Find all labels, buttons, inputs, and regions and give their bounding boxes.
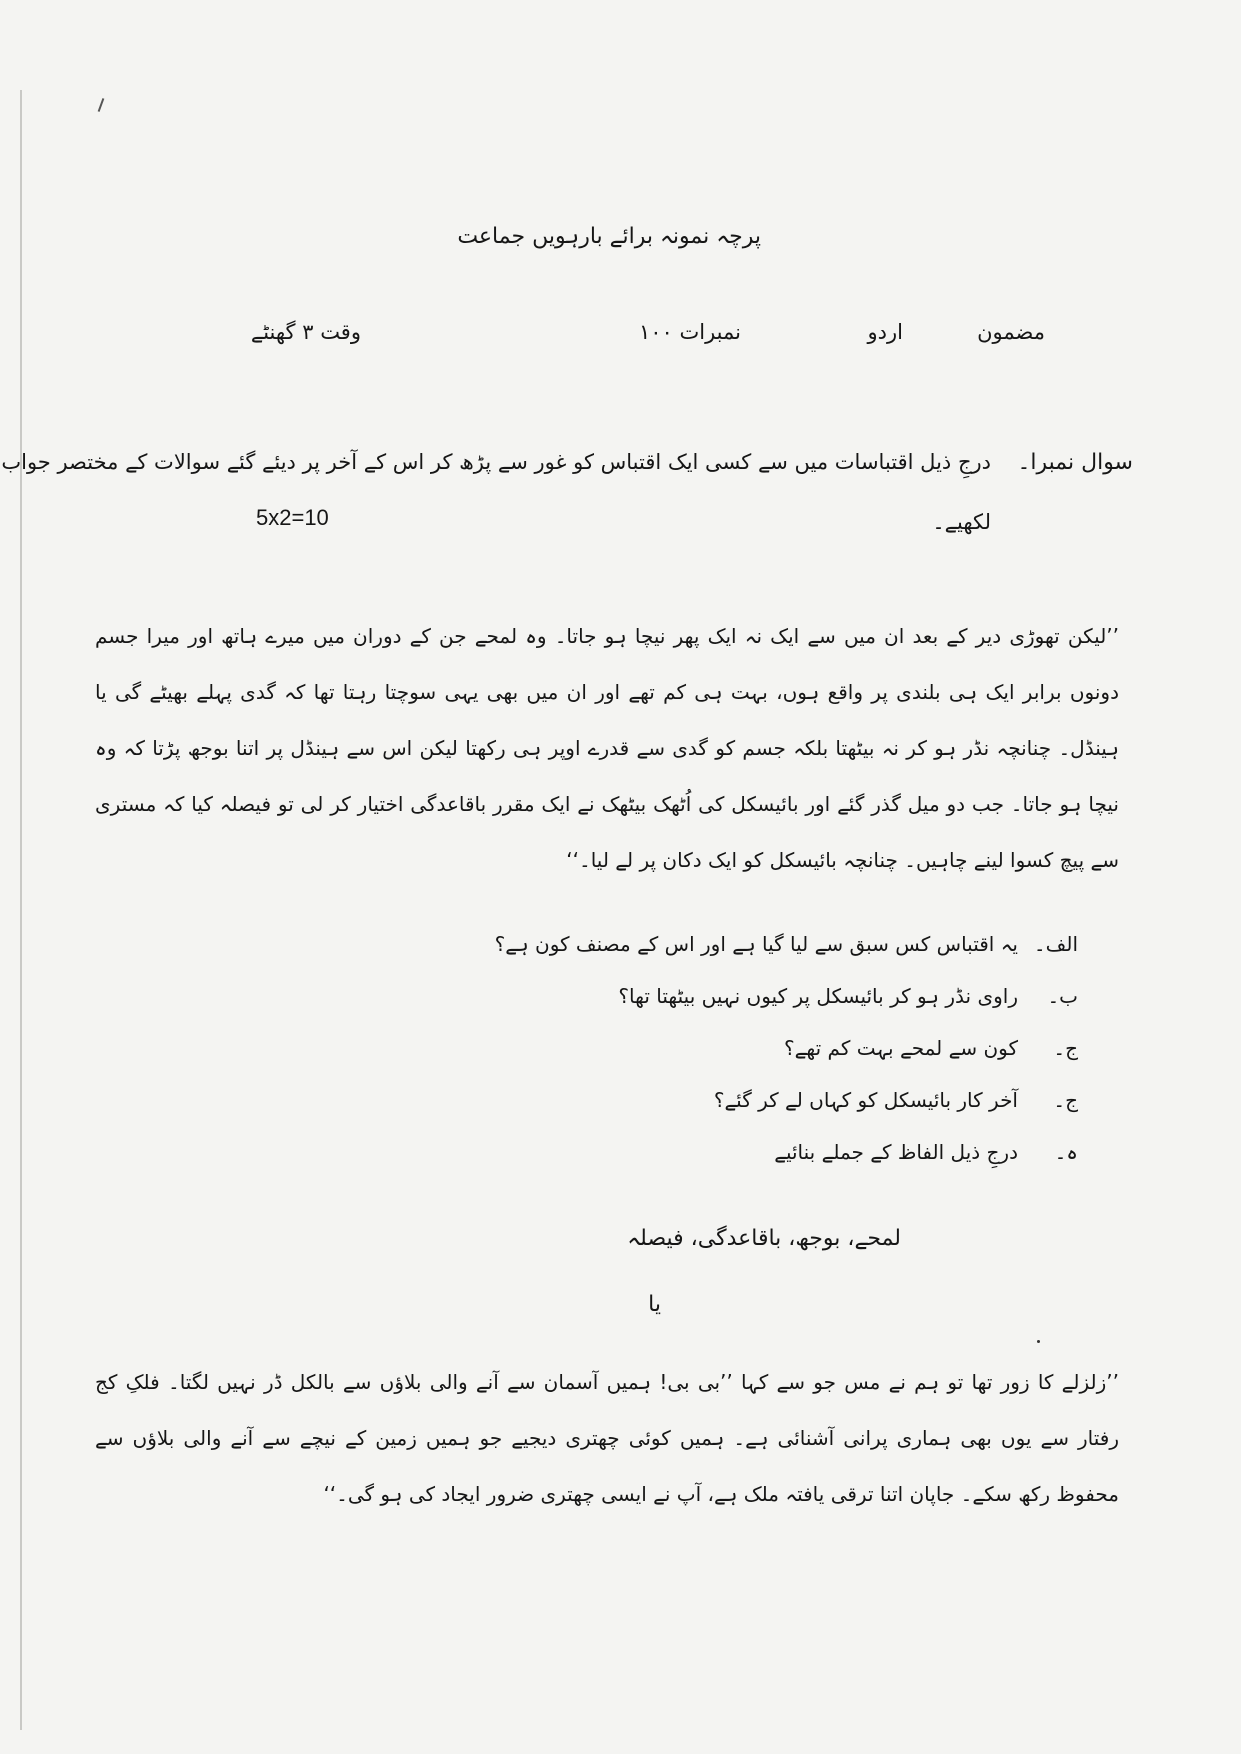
vocabulary-words: لمحے، بوجھ، باقاعدگی، فیصلہ (627, 1226, 901, 1251)
or-separator: یا (648, 1292, 661, 1317)
ink-dot (1037, 1340, 1040, 1343)
total-marks: نمبرات ۱۰۰ (638, 320, 741, 344)
time-allowed: وقت ۳ گھنٹے (250, 320, 361, 344)
question-letter: ہ۔ (1054, 1140, 1078, 1164)
question-text: درجِ ذیل الفاظ کے جملے بنائیے (774, 1140, 1018, 1164)
passage-one: ’’لیکن تھوڑی دیر کے بعد ان میں سے ایک نہ ایک پھر نیچا ہو جاتا۔ وہ لمحے جن کے دوران میں میرے ہاتھ اور میرا جسم دونوں برابر ایک ہی بلندی پر واقع ہوں، بہت ہی کم تھے اور ان میں بھی یہی سوچتا رہتا تھا کہ گدی پہلے بھیٹے گی یا ہینڈل۔ چنانچہ نڈر ہو کر نہ بیٹھتا بلکہ جسم کو گدی سے قدرے اوپر ہی رکھتا لیکن اس سے ہینڈل پر اتنا بوجھ پڑتا کہ وہ نیچا ہو جاتا۔ جب دو میل گذر گئے اور بائیسکل کی اُٹھک بیٹھک نے ایک مقرر باقاعدگی اختیار کر لی تو فیصلہ کیا کہ مستری سے پیچ کسوا لینے چاہیں۔ چنانچہ بائیسکل کو ایک دکان پر لے لیا۔‘‘ (95, 624, 1119, 872)
question-letter: ج۔ (1053, 1036, 1078, 1060)
question-instruction: درجِ ذیل اقتباسات میں سے کسی ایک اقتباس کو غور سے پڑھ کر اس کے آخر پر دیئے گئے سوالات کے مختصر جواب (1, 450, 991, 474)
question-item (378, 1022, 1078, 1074)
question-letter: ب۔ (1047, 984, 1078, 1008)
question-number: سوال نمبرا۔ (1017, 450, 1133, 475)
pen-mark (98, 98, 105, 112)
question-instruction-end: لکھیے۔ (932, 510, 991, 534)
question-list (378, 918, 1078, 1178)
question-marks: 5x2=10 (256, 505, 329, 530)
scan-edge (20, 90, 22, 1730)
question-letter: ج۔ (1053, 1088, 1078, 1112)
page-title: پرچہ نمونہ برائے بارہویں جماعت (457, 224, 761, 249)
question-text: کون سے لمحے بہت کم تھے؟ (784, 1036, 1018, 1060)
question-text: یہ اقتباس کس سبق سے لیا گیا ہے اور اس کے مصنف کون ہے؟ (494, 932, 1018, 956)
question-item (378, 1074, 1078, 1126)
question-item (378, 970, 1078, 1022)
question-letter: الف۔ (1033, 932, 1078, 956)
subject-value: اردو (867, 320, 903, 344)
question-item (378, 918, 1078, 970)
passage-two: ’’زلزلے کا زور تھا تو ہم نے مس جو سے کہا ’’بی بی! ہمیں آسمان سے آنے والی بلاؤں سے بالکل ڈر نہیں لگتا۔ فلکِ کج رفتار سے یوں بھی ہماری پرانی آشنائی ہے۔ ہمیں کوئی چھتری دیجیے جو ہمیں زمین کے نیچے سے آنے والی بلاؤں سے محفوظ رکھ سکے۔ جاپان اتنا ترقی یافتہ ملک ہے، آپ نے ایسی چھتری ضرور ایجاد کی ہو گی۔‘‘ (95, 1370, 1119, 1506)
question-text: آخر کار بائیسکل کو کہاں لے کر گئے؟ (713, 1088, 1018, 1112)
subject-label: مضمون (977, 320, 1045, 344)
question-text: راوی نڈر ہو کر بائیسکل پر کیوں نہیں بیٹھتا تھا؟ (618, 984, 1018, 1008)
question-item (378, 1126, 1078, 1178)
